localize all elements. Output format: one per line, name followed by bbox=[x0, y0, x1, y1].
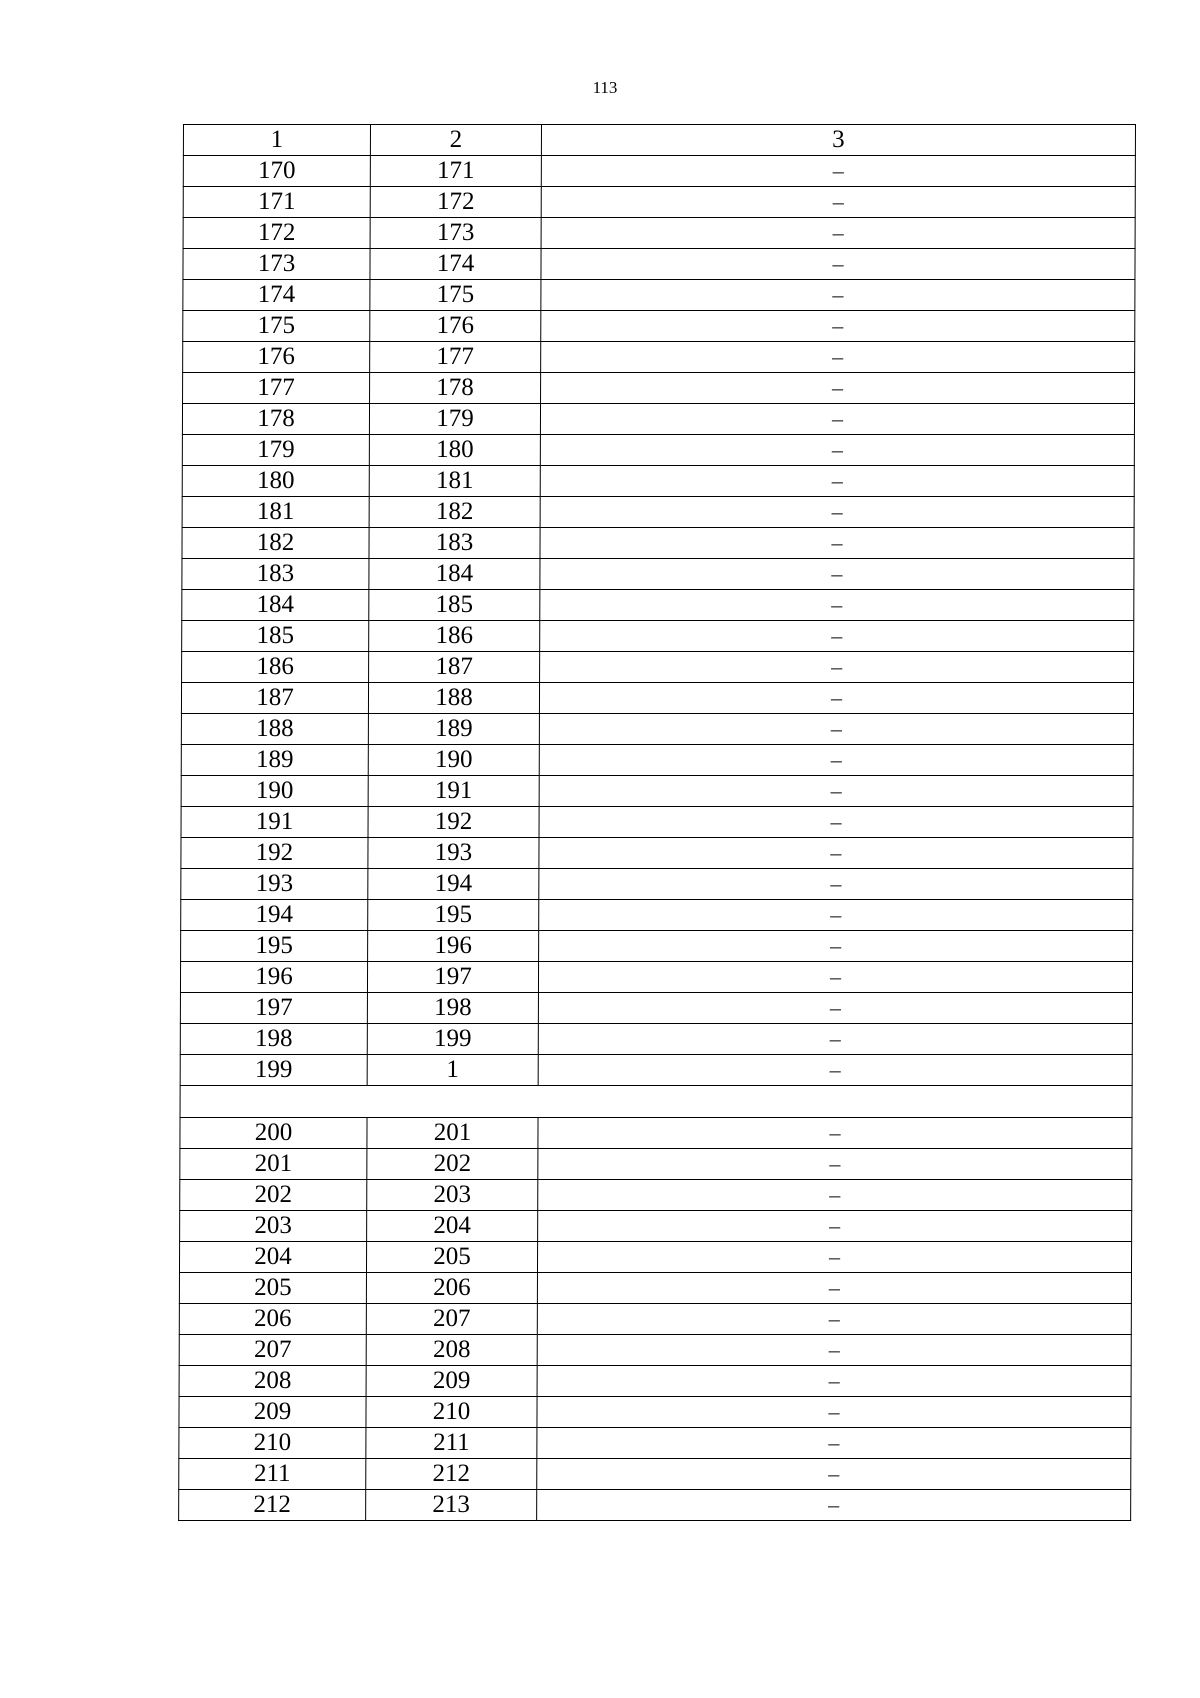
cell-col-1: 182 bbox=[182, 528, 369, 559]
data-table-container bbox=[178, 124, 1135, 1521]
cell-col-3: – bbox=[538, 1149, 1132, 1180]
cell-col-2: 208 bbox=[366, 1335, 537, 1366]
table-row bbox=[181, 869, 1133, 900]
cell-col-3: – bbox=[540, 466, 1134, 497]
cell-col-2: 187 bbox=[369, 652, 540, 683]
table-row bbox=[179, 1335, 1131, 1366]
cell-col-1: 186 bbox=[182, 652, 369, 683]
table-row bbox=[181, 931, 1133, 962]
cell-col-3: – bbox=[537, 1459, 1131, 1490]
table-separator-row bbox=[180, 1086, 1132, 1118]
cell-col-2: 183 bbox=[369, 528, 540, 559]
cell-col-1: 207 bbox=[179, 1335, 366, 1366]
cell-col-1: 173 bbox=[183, 249, 370, 280]
table-row bbox=[180, 962, 1132, 993]
cell-col-2: 174 bbox=[370, 249, 541, 280]
cell-col-3: – bbox=[539, 807, 1133, 838]
cell-col-1: 210 bbox=[179, 1428, 366, 1459]
cell-col-2: 210 bbox=[366, 1397, 537, 1428]
table-row bbox=[181, 683, 1133, 714]
cell-col-1: 191 bbox=[181, 807, 368, 838]
separator-cell bbox=[180, 1086, 1132, 1118]
table-row bbox=[181, 807, 1133, 838]
table-body bbox=[179, 125, 1136, 1521]
cell-col-1: 194 bbox=[181, 900, 368, 931]
cell-col-3: – bbox=[541, 342, 1135, 373]
table-row bbox=[180, 1024, 1132, 1055]
cell-col-2: 197 bbox=[367, 962, 538, 993]
cell-col-2: 209 bbox=[366, 1366, 537, 1397]
cell-col-3: – bbox=[538, 1118, 1132, 1149]
cell-col-1: 172 bbox=[183, 218, 370, 249]
cell-col-2: 171 bbox=[370, 156, 541, 187]
cell-col-1: 193 bbox=[181, 869, 368, 900]
cell-col-2: 191 bbox=[368, 776, 539, 807]
cell-col-2: 205 bbox=[366, 1242, 537, 1273]
table-row bbox=[182, 652, 1134, 683]
cell-col-3: – bbox=[538, 1055, 1132, 1086]
cell-col-2: 207 bbox=[366, 1304, 537, 1335]
cell-col-2: 172 bbox=[370, 187, 541, 218]
table-row bbox=[183, 342, 1135, 373]
table-row bbox=[182, 435, 1134, 466]
cell-col-2: 212 bbox=[366, 1459, 537, 1490]
cell-col-1: 211 bbox=[179, 1459, 366, 1490]
cell-col-2: 182 bbox=[369, 497, 540, 528]
cell-col-2: 196 bbox=[368, 931, 539, 962]
cell-col-3: – bbox=[540, 404, 1134, 435]
cell-col-3: – bbox=[541, 156, 1135, 187]
cell-col-1: 192 bbox=[181, 838, 368, 869]
table-row bbox=[183, 156, 1135, 187]
table-row bbox=[180, 1118, 1132, 1149]
cell-col-2: 176 bbox=[370, 311, 541, 342]
cell-col-3: – bbox=[539, 745, 1133, 776]
cell-col-3: – bbox=[537, 1242, 1131, 1273]
cell-col-2: 203 bbox=[367, 1180, 538, 1211]
cell-col-3: – bbox=[538, 1211, 1132, 1242]
cell-col-1: 204 bbox=[179, 1242, 366, 1273]
cell-col-1: 189 bbox=[181, 745, 368, 776]
cell-col-3: – bbox=[539, 931, 1133, 962]
cell-col-1: 180 bbox=[182, 466, 369, 497]
cell-col-1: 181 bbox=[182, 497, 369, 528]
table-row bbox=[180, 1211, 1132, 1242]
table-row bbox=[179, 1273, 1131, 1304]
table-row bbox=[182, 497, 1134, 528]
cell-col-2: 192 bbox=[368, 807, 539, 838]
cell-col-3: – bbox=[540, 652, 1134, 683]
cell-col-3: – bbox=[541, 311, 1135, 342]
cell-col-1: 175 bbox=[183, 311, 370, 342]
table-row bbox=[181, 745, 1133, 776]
cell-col-2: 173 bbox=[370, 218, 541, 249]
cell-col-2: 186 bbox=[369, 621, 540, 652]
cell-col-3: – bbox=[539, 838, 1133, 869]
cell-col-2: 189 bbox=[368, 714, 539, 745]
page-number: 113 bbox=[592, 78, 618, 97]
cell-col-1: 171 bbox=[183, 187, 370, 218]
cell-col-3: – bbox=[540, 559, 1134, 590]
cell-col-2: 178 bbox=[370, 373, 541, 404]
table-row bbox=[183, 280, 1135, 311]
cell-col-1: 170 bbox=[183, 156, 370, 187]
cell-col-3: – bbox=[537, 1397, 1131, 1428]
cell-col-3: – bbox=[541, 249, 1135, 280]
cell-col-1: 206 bbox=[179, 1304, 366, 1335]
cell-col-3: – bbox=[540, 621, 1134, 652]
cell-col-3: – bbox=[539, 776, 1133, 807]
cell-col-1: 184 bbox=[182, 590, 369, 621]
table-row bbox=[183, 311, 1135, 342]
cell-col-3: – bbox=[538, 1024, 1132, 1055]
cell-col-3: – bbox=[540, 497, 1134, 528]
cell-col-2: 195 bbox=[368, 900, 539, 931]
cell-col-3: – bbox=[537, 1304, 1131, 1335]
cell-col-2: 180 bbox=[369, 435, 540, 466]
cell-col-3: – bbox=[537, 1490, 1131, 1521]
cell-col-3: – bbox=[538, 993, 1132, 1024]
table-row bbox=[180, 1180, 1132, 1211]
cell-col-1: 178 bbox=[182, 404, 369, 435]
cell-col-2: 185 bbox=[369, 590, 540, 621]
cell-col-1: 196 bbox=[180, 962, 367, 993]
table-row bbox=[179, 1428, 1131, 1459]
cell-col-2: 213 bbox=[366, 1490, 537, 1521]
cell-col-1: 212 bbox=[179, 1490, 366, 1521]
cell-col-2: 198 bbox=[367, 993, 538, 1024]
cell-col-3: – bbox=[537, 1335, 1131, 1366]
cell-col-3: – bbox=[537, 1273, 1131, 1304]
cell-col-2: 202 bbox=[367, 1149, 538, 1180]
cell-col-3: – bbox=[539, 869, 1133, 900]
cell-col-2: 211 bbox=[366, 1428, 537, 1459]
cell-col-1: 205 bbox=[179, 1273, 366, 1304]
table-row bbox=[182, 404, 1134, 435]
cell-col-2: 194 bbox=[368, 869, 539, 900]
cell-col-1: 202 bbox=[180, 1180, 367, 1211]
cell-col-3: – bbox=[539, 900, 1133, 931]
cell-col-2: 181 bbox=[369, 466, 540, 497]
table-row bbox=[181, 900, 1133, 931]
cell-col-3: – bbox=[538, 962, 1132, 993]
cell-col-3: – bbox=[541, 373, 1135, 404]
cell-col-1: 179 bbox=[182, 435, 369, 466]
cell-col-3: – bbox=[540, 528, 1134, 559]
cell-col-1: 209 bbox=[179, 1397, 366, 1428]
cell-col-2: 199 bbox=[367, 1024, 538, 1055]
cell-col-1: 183 bbox=[182, 559, 369, 590]
cell-col-3: – bbox=[540, 435, 1134, 466]
cell-col-1: 174 bbox=[183, 280, 370, 311]
column-header-1: 1 bbox=[183, 125, 370, 156]
table-row bbox=[181, 714, 1133, 745]
table-row bbox=[182, 590, 1134, 621]
table-row bbox=[179, 1459, 1131, 1490]
cell-col-1: 188 bbox=[181, 714, 368, 745]
cell-col-1: 200 bbox=[180, 1118, 367, 1149]
cell-col-1: 208 bbox=[179, 1366, 366, 1397]
table-row bbox=[180, 1055, 1132, 1086]
column-header-3: 3 bbox=[541, 125, 1135, 156]
cell-col-3: – bbox=[539, 714, 1133, 745]
table-row bbox=[180, 993, 1132, 1024]
cell-col-2: 193 bbox=[368, 838, 539, 869]
table-row bbox=[183, 373, 1135, 404]
column-header-2: 2 bbox=[370, 125, 541, 156]
cell-col-1: 176 bbox=[183, 342, 370, 373]
cell-col-2: 179 bbox=[369, 404, 540, 435]
cell-col-1: 199 bbox=[180, 1055, 367, 1086]
cell-col-2: 188 bbox=[368, 683, 539, 714]
table-row bbox=[182, 528, 1134, 559]
cell-col-3: – bbox=[537, 1366, 1131, 1397]
cell-col-1: 203 bbox=[180, 1211, 367, 1242]
cell-col-3: – bbox=[541, 218, 1135, 249]
cell-col-2: 184 bbox=[369, 559, 540, 590]
cell-col-1: 201 bbox=[180, 1149, 367, 1180]
cell-col-2: 190 bbox=[368, 745, 539, 776]
cell-col-2: 175 bbox=[370, 280, 541, 311]
cell-col-2: 206 bbox=[366, 1273, 537, 1304]
table-row bbox=[182, 466, 1134, 497]
table-row bbox=[183, 218, 1135, 249]
table-header-row bbox=[183, 125, 1135, 156]
cell-col-3: – bbox=[537, 1428, 1131, 1459]
table-row bbox=[183, 249, 1135, 280]
cell-col-2: 1 bbox=[367, 1055, 538, 1086]
cell-col-1: 190 bbox=[181, 776, 368, 807]
cell-col-1: 177 bbox=[183, 373, 370, 404]
cell-col-3: – bbox=[541, 280, 1135, 311]
table-row bbox=[179, 1304, 1131, 1335]
table-row bbox=[181, 838, 1133, 869]
cell-col-1: 198 bbox=[180, 1024, 367, 1055]
cell-col-3: – bbox=[541, 187, 1135, 218]
table-row bbox=[179, 1490, 1131, 1521]
cell-col-1: 187 bbox=[181, 683, 368, 714]
cell-col-3: – bbox=[540, 590, 1134, 621]
table-row bbox=[182, 559, 1134, 590]
table-row bbox=[180, 1149, 1132, 1180]
table-row bbox=[182, 621, 1134, 652]
table-row bbox=[181, 776, 1133, 807]
cell-col-3: – bbox=[539, 683, 1133, 714]
table-row bbox=[183, 187, 1135, 218]
cell-col-1: 197 bbox=[180, 993, 367, 1024]
table-row bbox=[179, 1366, 1131, 1397]
cell-col-3: – bbox=[538, 1180, 1132, 1211]
table-row bbox=[179, 1242, 1131, 1273]
data-table bbox=[178, 124, 1136, 1521]
table-row bbox=[179, 1397, 1131, 1428]
cell-col-1: 195 bbox=[181, 931, 368, 962]
cell-col-2: 177 bbox=[370, 342, 541, 373]
cell-col-2: 201 bbox=[367, 1118, 538, 1149]
cell-col-2: 204 bbox=[367, 1211, 538, 1242]
cell-col-1: 185 bbox=[182, 621, 369, 652]
